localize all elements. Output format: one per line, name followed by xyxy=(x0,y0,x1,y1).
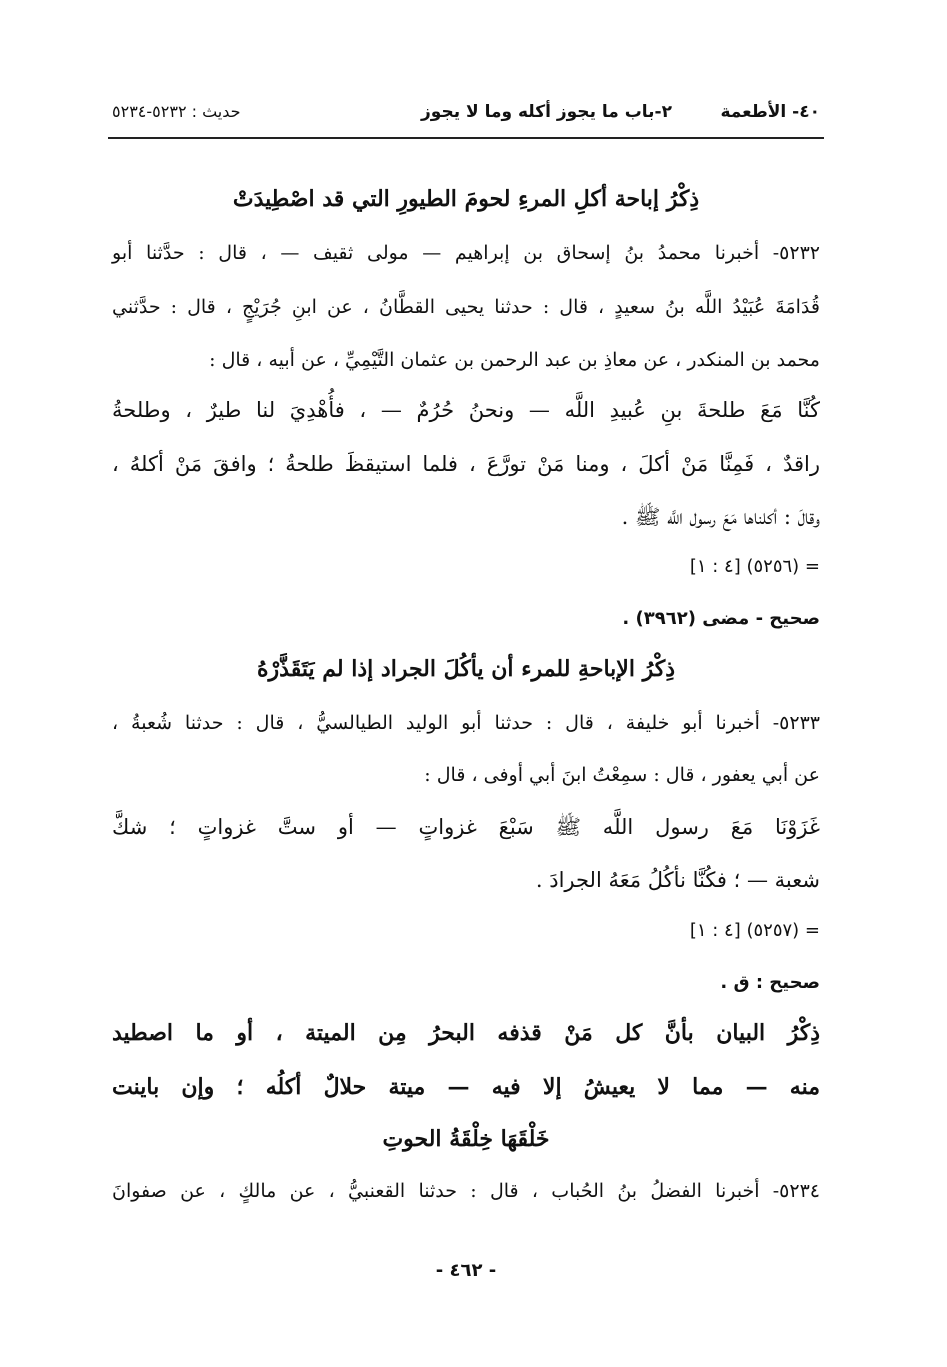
matn-line: غَزَوْنَا مَعَ رسول اللَّه ﷺ سَبْعَ غزواتٍ — أو ستَّ غزواتٍ ؛ شكَّ xyxy=(112,815,820,839)
hadith-grade: صحيح - مضى (٣٩٦٢) . xyxy=(622,608,820,629)
hadith-range: حديث : ٥٢٣٢-٥٢٣٤ xyxy=(112,102,241,121)
book-page xyxy=(112,90,820,1290)
cross-reference: = (٥٢٥٧) [٤ : ١] xyxy=(689,920,820,941)
section-heading: ذِكْرُ البيان بأنَّ كل مَنْ قذفه البحرُ مِن الميتة ، أو ما اصطيد xyxy=(112,1020,820,1046)
hadith-grade: صحيح : ق . xyxy=(720,972,820,993)
matn-line: كُنَّا مَعَ طلحةَ بنِ عُبيدِ اللَّه — ونحنُ حُرُمٌ — ، فأُهْدِيَ لنا طيرٌ ، وطلحةُ xyxy=(112,398,820,422)
header-rule xyxy=(108,137,824,139)
hadith-line: ٥٢٣٢- أخبرنا محمدُ بنُ إسحاق بن إبراهيم — مولى ثقيف — ، قال : حدَّثنا أبو xyxy=(112,242,820,264)
section-title: ٢-باب ما يجوز أكله وما لا يجوز xyxy=(421,102,672,122)
section-heading: خَلْقَهَا خِلْقَةُ الحوتِ xyxy=(382,1126,550,1152)
running-head xyxy=(112,102,820,132)
section-heading: منه — مما لا يعيشُ إلا فيه — ميتة حلالٌ أكلُه ؛ وإن باينت xyxy=(112,1074,820,1100)
section-heading: ذِكْرُ إباحة أكلِ المرءِ لحومَ الطيورِ التي قد اصْطِيدَتْ xyxy=(232,186,700,212)
matn-line: راقدٌ ، فَمِنَّا مَنْ أكلَ ، ومنا مَنْ تورَّعَ ، فلما استيقظَ طلحةُ ؛ وافقَ مَنْ أكلهُ ، xyxy=(112,452,820,476)
section-heading: ذِكْرُ الإباحةِ للمرء أن يأكُلَ الجراد إذا لم يَتَقَذَّرْهُ xyxy=(257,656,675,682)
hadith-line: ٥٢٣٤- أخبرنا الفضلُ بنُ الحُباب ، قال : حدثنا القعنبيُّ ، عن مالكٍ ، عن صفوانَ xyxy=(112,1180,820,1202)
page-number: - ٤٦٢ - xyxy=(435,1260,497,1281)
matn-line: شعبة — ؛ فكُنَّا نأكُلُ مَعَهُ الجرادَ . xyxy=(535,868,820,892)
hadith-line: قُدَامَةَ عُبَيْدُ اللَّه بنُ سعيدٍ ، قال : حدثنا يحيى القطَّانُ ، عن ابنِ جُرَيْجٍ ، قال : حدَّثني xyxy=(112,296,820,318)
hadith-line: ٥٢٣٣- أخبرنا أبو خليفة ، قال : حدثنا أبو الوليد الطيالسيُّ ، قال : حدثنا شُعبةُ ، xyxy=(112,712,820,734)
matn-line: وقالَ : أكلناها مَعَ رسول اللَّه ﷺ . xyxy=(621,505,820,529)
hadith-line: عن أبي يعفور ، قال : سمِعْتُ ابنَ أبي أوفى ، قال : xyxy=(424,764,820,786)
chapter-title: ٤٠- الأطعمة xyxy=(720,102,820,122)
hadith-line: محمد بن المنكدر ، عن معاذِ بن عبد الرحمن بن عثمان التَّيْمِيِّ ، عن أبيه ، قال : xyxy=(209,349,820,371)
cross-reference: = (٥٢٥٦) [٤ : ١] xyxy=(689,556,820,577)
